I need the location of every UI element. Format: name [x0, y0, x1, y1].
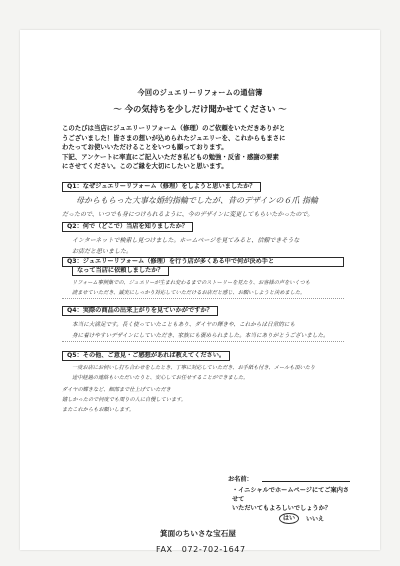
- answer-5-line: 途中経過の連絡もいただいたりと、安心してお任せすることができました。: [72, 375, 249, 381]
- intro-line: にさせてください。このご縁を大切にしたいと思います。: [62, 162, 228, 171]
- answer-5-line: 嬉しかったので何度でも周りの人に自慢しています。: [62, 397, 187, 403]
- consent-yes-choice: はい: [279, 513, 299, 524]
- initial-consent-note: [232, 486, 352, 513]
- question-4-label: Q4：実際の商品の出来上がりを見ていかがですか？: [62, 306, 218, 316]
- intro-line: 下記、アンケートに率直にご記入いただき私どもの勉強・反省・感謝の要素: [62, 152, 279, 161]
- intro-line: うございました！皆さまの想いが込められたジュエリーを、これからもまさに: [62, 133, 286, 142]
- company-name: 箕面のちいさな宝石屋: [160, 529, 236, 538]
- answer-5-line: ダイヤの輝きなど、細部まで仕上げていただき: [62, 387, 171, 393]
- question-5-label: Q5：その他、ご意見・ご感想があれば教えてください。: [62, 351, 230, 361]
- answer-1-line: だったので、いつでも身につけられるように、今のデザインに変更してもらいたかったので。: [62, 211, 314, 218]
- name-field-line: [262, 481, 350, 482]
- answer-1-line: 母からもらった大事な婚約指輪でしたが、昔のデザインの６爪 指輪: [76, 196, 318, 205]
- answer-divider: [62, 298, 344, 299]
- answer-3-line: 読ませていただき、誠実にしっかり対応していただけるお店だと感じ、お願いしようと決めました。: [72, 290, 306, 296]
- name-label: お名前：: [228, 476, 253, 483]
- answer-3-line: リフォーム事例集での、ジュエリーが生まれ変わるまでのストーリーを見たり、お客様の声をいくつも: [72, 280, 311, 286]
- form-title: 今回のジュエリーリフォームの通信簿: [137, 88, 263, 97]
- initial-consent-line: いただいてもよろしいでしょうか？: [232, 505, 331, 512]
- question-3-label-line: Q3：ジュエリーリフォーム（修理）を行う店が多くある中で何が決め手と: [67, 258, 275, 265]
- consent-no-choice: いいえ: [306, 516, 325, 523]
- initial-consent-line: ・イニシャルでホームページにてご案内させて: [232, 487, 350, 503]
- question-3-label-continued: なって当店に依頼しましたか？: [72, 266, 169, 276]
- answer-4-line: 身に着けやすいデザインにしていただき、家族にも褒められました。本当にありがとうございました。: [72, 333, 329, 339]
- form-subtitle: ～ 今の気持ちを少しだけ聞かせてください ～: [113, 104, 287, 114]
- answer-4-line: 本当に大満足です。長く使っていたこともあり、ダイヤの輝きや、これからは日常的にも: [72, 322, 296, 328]
- intro-line: わたってお使いいただけることをいつも願っております。: [62, 143, 228, 152]
- answer-divider: [62, 341, 344, 342]
- intro-text: [62, 124, 344, 172]
- fax-number: 072-702-1647: [181, 545, 246, 554]
- answer-5-line: またこれからもお願いします。: [62, 407, 135, 413]
- intro-line: このたびは当店にジュエリーリフォーム（修理）のご依頼をいただきありがと: [62, 124, 286, 132]
- fax-line: [156, 545, 246, 554]
- fax-label: FAX: [156, 545, 173, 554]
- answer-5-line: 一度お店にお伺いし打ち合わせをしたとき、丁寧に対応していただき、お手紙も付き、メールも頂いたり: [72, 365, 316, 371]
- answer-2-line: インターネットで検索し見つけました。ホームページを見てみると、信頼できそうな: [72, 237, 300, 244]
- question-1-label: Q1：なぜジュエリーリフォーム（修理）をしようと思いましたか？: [62, 182, 261, 192]
- answer-2-line: お店だと思いました。: [72, 248, 133, 255]
- question-2-label: Q2：何で（どこで）当店を知りましたか？: [62, 222, 193, 232]
